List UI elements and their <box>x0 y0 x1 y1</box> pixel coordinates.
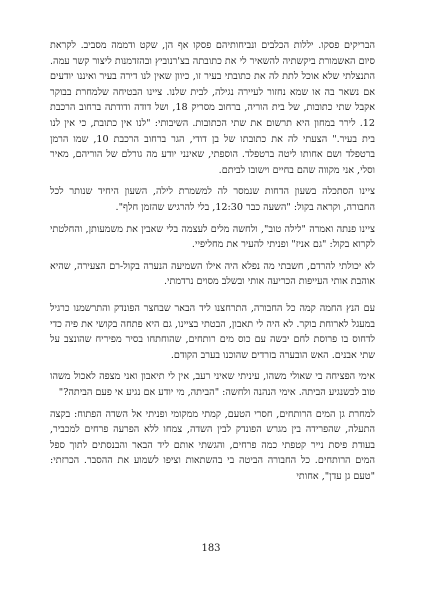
text-section-2 <box>50 301 375 485</box>
text-section-1 <box>50 38 375 290</box>
paragraph: לא יכולתי להרדם, חשבתי מה נפלא היה אילו השמיעה הנערה בקול-רם הצעירה, שהיא אוהבת אותי העייפות הכריעה אותי ובשלב מסוים נרדמתי. <box>50 260 375 288</box>
paragraph: ציינו הסתכלה בשעון הדחות שנמסר לה למשמרת לילה, השעון היחיד שנותר לכל החבורה, וקראה בקול: "השעה כבר 12:30, בלי להרגיש שהזמן חלף". <box>50 186 375 213</box>
page-number: 183 <box>201 543 221 554</box>
paragraph: אימי הפציחה בי שאולי משהו, עיניתי שאיני רעב, אין לי תיאבון ואני מצפה לאכול משהו טוב לכשנגיע הביתה. אימי הנהנה ולחשה: "הביתה, מי יודע אם נגיע אי פעם הביתה?" <box>50 371 375 398</box>
paragraph: למחרת גן המים הרותחים, חסרי הטעם, קמתי ממקומי ופניתי אל השדה הפתוח: בקצה התעלה, שהפרידה בין מגרש הפונדק לבין השדה, צמחו ללא הפרעה פרחים למכביר, בעודת פיסת נייר קטפתי כמה פרחים, והגשתי אותם ליד הבאר והבנסתים לתוך ספל המים הרותחים. כל החבורה הביטה בי בהשתאות וציפו לשמוע את ההסבר. הכרזתי: "טעם גן עדן", אחותי <box>50 408 375 482</box>
paragraph: עם הנץ החמה קמה כל החבורה, התרחצנו ליד הבאר שבחצר הפונדק והתרשמנו כרגיל במעגל לארוחת בוקר. לא היה לי תאבון, הבטתי בציינו, גם היא פתחה בקושי את פיה כדי לדחוס בו פרוסת לחם יבשה עם כוס מים רותחים, שהוחתחו בסיר מפיריח שהונצב על שתי אבנים. האש הובערה בזרדים שהוכנו בערב הקודם. <box>50 303 375 361</box>
paragraph: ציינו פנתה ואמרה "לילה טוב", ולחשה מלים לעצמה בלי שאבין את משמעותן, והחלטתי לקרוא בקול: "גם אניז" ופניתי להעיר את מחליפיי. <box>50 223 375 251</box>
paragraph: הבריקים פסקו. יללות הכלבים ונביחותיהם פסקו אף הן, שקט ודממה מסביב. לקראת סיום האשמורת ביקשתיה להשאיר לי את כתובתה בצ'רנוביץ ובהזדמנות ליצור קשר עמה. התנצלתי שלא אוכל לתת לה את כתובתי בעיר זו, כיוון שאין לנו דירה בעיר ואיננו יודעים אם נשאר בה או שמא נחזור לעיירה נגילה, לבית שלנו. ציינו הבטיחה שלמחרת בבוקר אקבל שתי כתובות, של בית הוריה, ברחוב מסריק 18, ושל דודה ודודתה ברחוב הרכבת 12. לירר במחון היא תרשום את שתי הכתובות. השיבותי: "לנו אין כתובת, כי אין לנו בית בעיר." הצעתי לה את כתובתו של בן דודי, הגר ברחוב הרכבת 10, שמו הרמן ברטפלד ושם אחותו ליטה ברטפלד. הוספתי, שאינני יודע מה גורלם של הוריהם, מאיר וסלי, אני מקווה שהם בחיים וישובו לביתם. <box>50 40 376 176</box>
